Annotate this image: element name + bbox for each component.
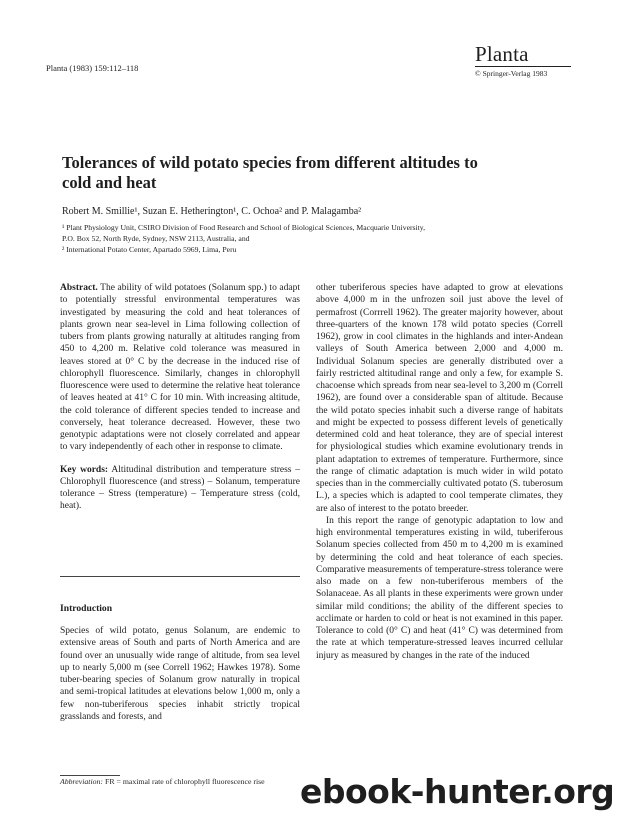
footnote-text: FR = maximal rate of chlorophyll fluorescence rise xyxy=(104,777,265,786)
footnote-divider xyxy=(60,775,120,776)
introduction-body xyxy=(60,625,300,723)
abstract xyxy=(60,282,300,454)
body-paragraph: In this report the range of genotypic adaptation to low and high environmental temperatures existing in wild, tuberiferous Solanum species collected from 450 m to 4,200 m is examined by determining the cold and heat tolerance of each species. Comparative measurements of temperature-stress tolerance were also made on a few non-tuberiferous members of the Solanaceae. As all plants in these experiments were grown under similar mild conditions; the ability of the different species to acclimate or harden to cold or heat is not examined in this paper. Tolerance to cold (0° C) and heat (41° C) was determined from the rate at which temperature-stressed leaves incurred cellular injury as measured by changes in the rate of the induced xyxy=(316,515,563,661)
abstract-text: The ability of wild potatoes (Solanum spp.) to adapt to potentially stressful environmental temperatures was investigated by measuring the cold and heat tolerances of plants grown near sea-level in Lima following collection of tubers from plants growing naturally at altitudes ranging from 450 to 4,200 m. Relative cold tolerance was measured in leaves stored at 0° C by the decrease in the induced rise of chlorophyll fluorescence. Similarly, changes in chlorophyll fluorescence were used to determine the relative heat tolerance of leaves heated at 41° C for 10 min. With increasing altitude, the cold tolerance of different species tended to increase and conversely, heat tolerance decreased. However, these two genotypic adaptations were not closely correlated and appear to vary independently of each other in response to climate. xyxy=(60,283,300,453)
footnote-label: Abbreviation: xyxy=(60,777,104,786)
introduction-heading: Introduction xyxy=(60,603,113,614)
body-paragraph: other tuberiferous species have adapted to grow at elevations above 4,000 m in the unfrozen soil just above the level of permafrost (Corrrell 1962). The greater majority however, about three-quarters of the known 178 wild potato species (Correll 1962), grow in cool climates in the highlands and inter-Andean valleys of South America between 2,000 and 4,000 m. Individual Solanum species are generally distributed over a fairly restricted altitudinal range and only a few, for example S. chacoense which spreads from near sea-level to 3,200 m (Correll 1962), are found over a considerable span of altitude. Because the wild potato species inhabit such a diverse range of habitats and might be expected to possess different levels of genetically determined cold and heat tolerance, they are of special interest for physiological studies which examine evolutionary trends in plant adaptation to extremes of temperature. Furthermore, since the range of climatic adaptation is much wider in wild potato species than in the commercially cultivated potato (S. tuberosum L.), a species which is adapted to cool temperate climates, they are also of interest to the potato breeder. xyxy=(316,283,563,514)
right-column xyxy=(316,282,563,662)
affiliation-line: P.O. Box 52, North Ryde, Sydney, NSW 2113, Australia, and xyxy=(62,233,250,243)
abstract-label: Abstract. xyxy=(60,283,98,293)
affiliations xyxy=(62,223,567,255)
affiliation-line: ² International Potato Center, Apartado 5969, Lima, Peru xyxy=(62,244,237,254)
affiliation-line: ¹ Plant Physiology Unit, CSIRO Division of Food Research and School of Biological Sciences, Macquarie University, xyxy=(62,223,426,232)
introduction-paragraph: Species of wild potato, genus Solanum, are endemic to extensive areas of South and parts of North America and are found over an unusually wide range of altitude, from sea level up to nearly 5,000 m (see Correll 1962; Hawkes 1978). Some tuber-bearing species of Solanum grow naturally in tropical and semi-tropical latitudes at elevations below 1,000 m, only a few non-tuberiferous species inhabit strictly tropical grasslands and forests, and xyxy=(60,626,300,722)
journal-citation: Planta (1983) 159:112–118 xyxy=(46,63,139,73)
watermark: ebook-hunter.org xyxy=(300,772,615,811)
section-divider xyxy=(60,576,300,577)
journal-name: Planta xyxy=(475,42,529,66)
paper-title: Tolerances of wild potato species from different altitudes to cold and heat xyxy=(62,153,478,192)
left-column xyxy=(60,282,300,513)
keywords-text: Altitudinal distribution and temperature stress – Chlorophyll fluorescence (and stress) – Solanum, temperature tolerance – Stress (temperature) – Temperature stress (cold, heat). xyxy=(60,464,300,512)
publisher-copyright: © Springer-Verlag 1983 xyxy=(475,66,571,78)
keywords-label: Key words: xyxy=(60,464,109,475)
keywords xyxy=(60,464,300,513)
author-list: Robert M. Smillie¹, Suzan E. Hetherington¹, C. Ochoa² and P. Malagamba² xyxy=(62,206,362,217)
journal-brand xyxy=(475,43,571,78)
footnote xyxy=(60,777,300,787)
